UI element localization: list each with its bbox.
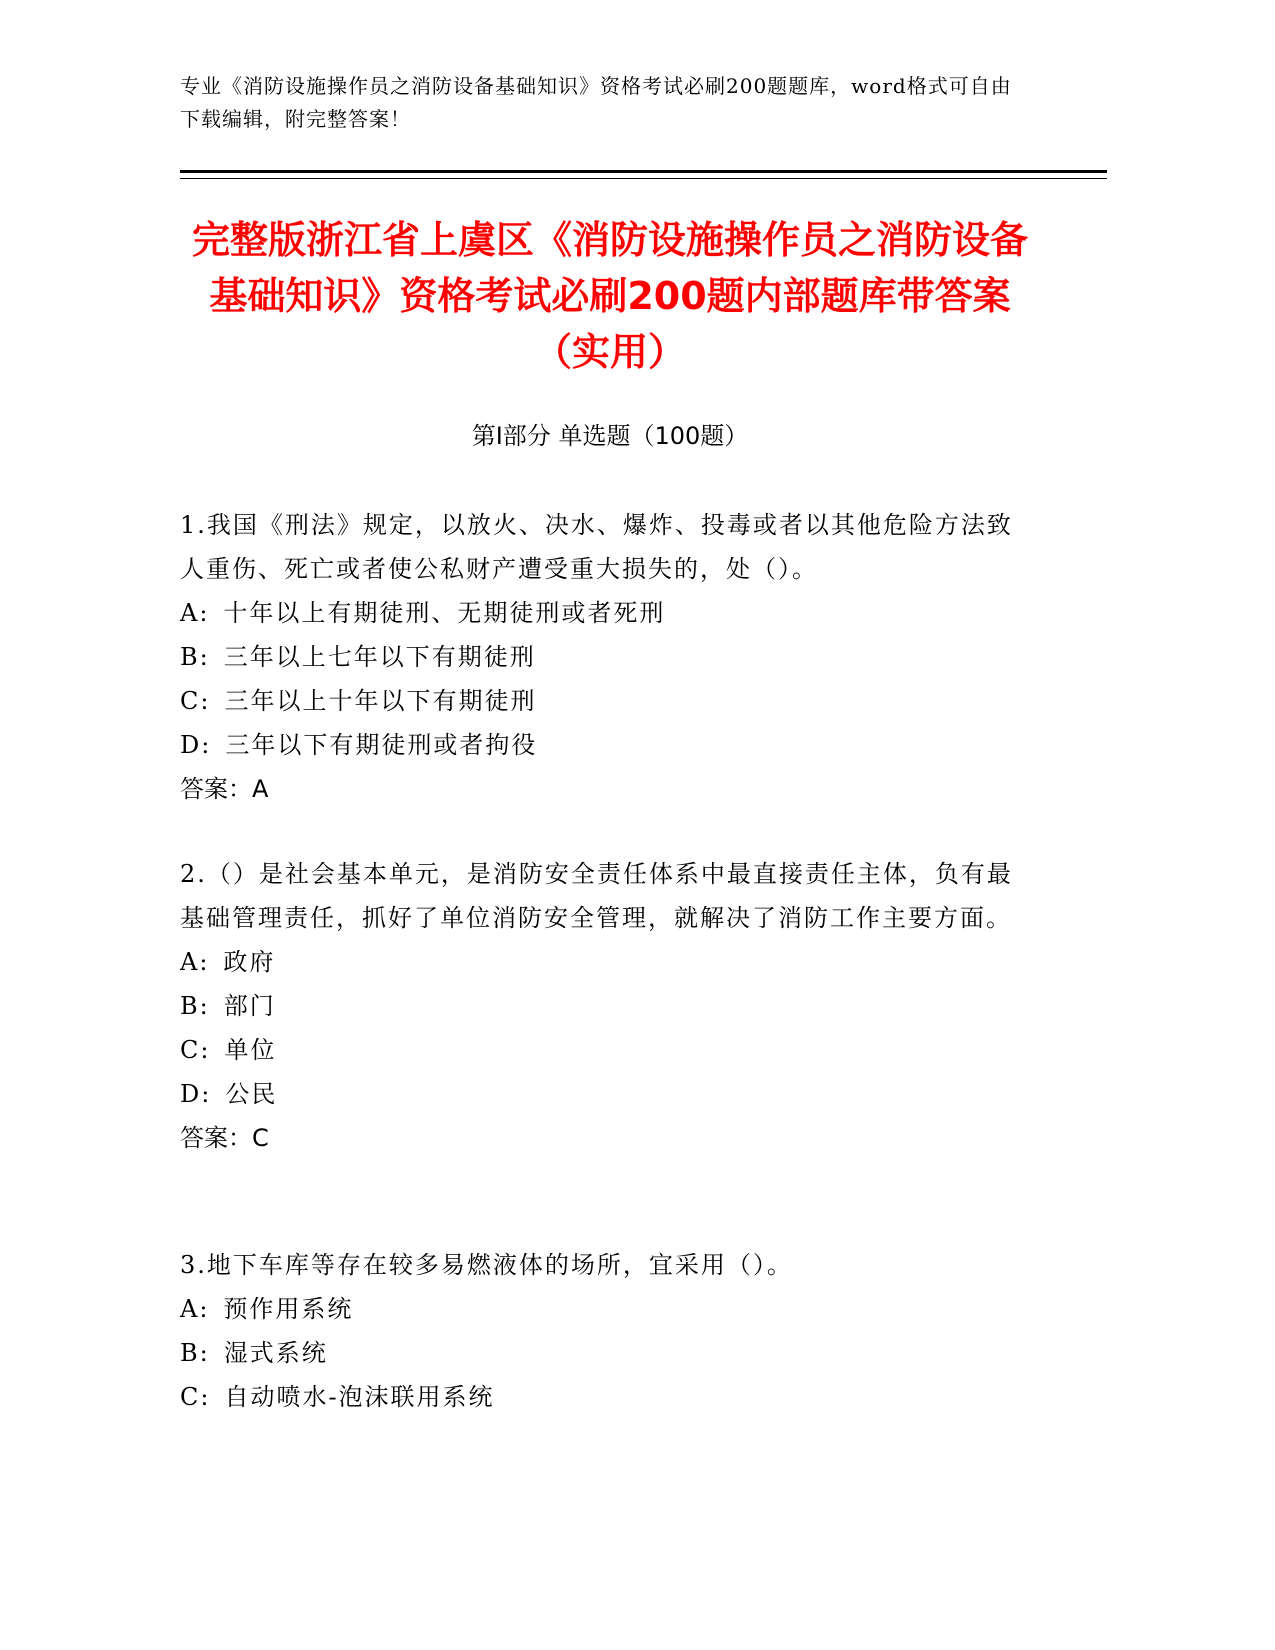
option-text: 部门 (223, 992, 276, 1020)
option-text: 预作用系统 (223, 1295, 354, 1323)
option-key: A: (180, 948, 210, 976)
header-rule-thin (180, 178, 1107, 179)
option-a (180, 940, 1020, 984)
option-c (180, 1028, 1020, 1072)
question-2 (180, 852, 1020, 1160)
option-b (180, 635, 1020, 679)
option-key: C: (180, 1036, 211, 1064)
header-rule-thick (180, 170, 1107, 173)
option-text: 三年以上七年以下有期徒刑 (223, 643, 536, 671)
option-key: C: (180, 1383, 211, 1411)
header-note: 专业《消防设施操作员之消防设备基础知识》资格考试必刷200题题库，word格式可自由下载编辑，附完整答案！ (180, 74, 1012, 131)
option-text: 湿式系统 (223, 1339, 328, 1367)
option-text: 单位 (224, 1036, 277, 1064)
option-text: 十年以上有期徒刑、无期徒刑或者死刑 (223, 599, 666, 627)
section-heading: 第I部分 单选题（100题） (471, 422, 749, 450)
option-text: 三年以上十年以下有期徒刑 (224, 687, 537, 715)
answer-line: 答案：A (180, 775, 269, 803)
document-title: 完整版浙江省上虞区《消防设施操作员之消防设备基础知识》资格考试必刷200题内部题库带答案（实用） (191, 218, 1028, 374)
question-stem: 1.我国《刑法》规定，以放火、决水、爆炸、投毒或者以其他危险方法致人重伤、死亡或者使公私财产遭受重大损失的，处（）。 (180, 511, 1013, 583)
option-key: C: (180, 687, 211, 715)
option-text: 自动喷水-泡沫联用系统 (224, 1383, 495, 1411)
option-key: B: (180, 1339, 210, 1367)
option-key: A: (180, 1295, 210, 1323)
option-text: 公民 (225, 1080, 278, 1108)
option-c (180, 679, 1020, 723)
option-key: B: (180, 992, 210, 1020)
option-b (180, 984, 1020, 1028)
option-text: 政府 (223, 948, 276, 976)
answer-line: 答案：C (180, 1124, 269, 1152)
question-stem: 3.地下车库等存在较多易燃液体的场所，宜采用（）。 (180, 1251, 793, 1279)
option-a (180, 591, 1020, 635)
option-a (180, 1287, 1020, 1331)
option-text: 三年以下有期徒刑或者拘役 (225, 731, 538, 759)
option-key: D: (180, 731, 212, 759)
option-b (180, 1331, 1020, 1375)
question-3 (180, 1243, 1020, 1419)
option-key: A: (180, 599, 210, 627)
option-d (180, 723, 1020, 767)
question-stem: 2.（）是社会基本单元，是消防安全责任体系中最直接责任主体，负有最基础管理责任，抓好了单位消防安全管理，就解决了消防工作主要方面。 (180, 860, 1013, 932)
option-d (180, 1072, 1020, 1116)
question-1 (180, 503, 1020, 811)
option-key: B: (180, 643, 210, 671)
option-key: D: (180, 1080, 212, 1108)
option-c (180, 1375, 1020, 1419)
